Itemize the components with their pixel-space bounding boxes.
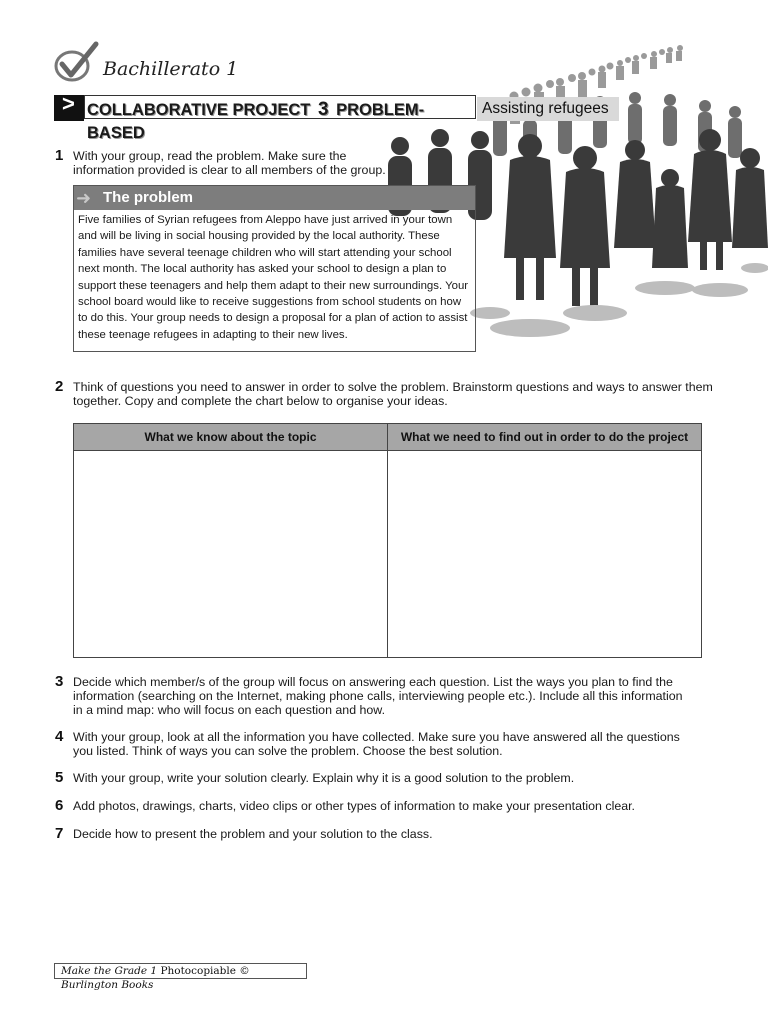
step-number: 7 — [55, 825, 64, 842]
project-title-part3: BASED — [87, 124, 145, 142]
step-text: With your group, read the problem. Make sure the information provided is clear to all members of the group. — [73, 149, 386, 177]
checkmark-logo-icon — [52, 40, 102, 82]
chart-cell-known — [74, 451, 388, 658]
project-title-part1: COLLABORATIVE PROJECT — [87, 101, 311, 119]
arrow-right-icon: ➜ — [76, 188, 92, 208]
chart-col-find-out: What we need to find out in order to do the project — [388, 424, 702, 451]
footer-copyright: Photocopiable © — [160, 965, 250, 977]
brand-name: Bachillerato 1 — [103, 58, 239, 80]
step-number: 1 — [55, 147, 64, 164]
project-title-part2: PROBLEM- — [336, 101, 425, 119]
step-text: Decide how to present the problem and your solution to the class. — [73, 827, 433, 841]
brainstorm-chart — [73, 423, 702, 658]
step-text: Think of questions you need to answer in order to solve the problem. Brainstorm questions and ways to answer them together. Copy and complete the chart below to organise your ideas. — [73, 380, 713, 408]
step-text: Decide which member/s of the group will focus on answering each question. List the ways you plan to find the information (searching on the Internet, making phone calls, interviewing people etc.). Include all this information in a mind map: who will focus on each question and how. — [73, 675, 683, 717]
footer-publisher: Burlington Books — [61, 979, 154, 991]
footer — [54, 963, 307, 991]
step-text: Add photos, drawings, charts, video clips or other types of information to make your presentation clear. — [73, 799, 636, 813]
step-text: With your group, write your solution clearly. Explain why it is a good solution to the problem. — [73, 771, 575, 785]
chevron-right-icon: > — [54, 95, 84, 121]
step-number: 4 — [55, 728, 64, 745]
problem-heading: The problem — [103, 189, 194, 206]
footer-title: Make the Grade 1 — [61, 965, 158, 977]
step-number: 6 — [55, 797, 64, 814]
chart-cell-find-out — [388, 451, 702, 658]
project-title — [87, 98, 467, 145]
problem-body: Five families of Syrian refugees from Aleppo have just arrived in your town and will be living in social housing provided by the local authority. These families have several teenage children who will start attending your school next month. The local authority has asked your school to design a plan to support these teenagers and help them adapt to their new surroundings. Your school board would like to receive suggestions from school students on how to do this. Your group needs to design a proposal for a plan of action to assist these teenage refugees in adapting to their new lives. — [78, 214, 469, 341]
project-subtitle: Assisting refugees — [477, 97, 619, 121]
step-number: 5 — [55, 769, 64, 786]
step-text: With your group, look at all the information you have collected. Make sure you have answered all the questions you listed. Think of ways you can solve the problem. Choose the best solution. — [73, 730, 680, 758]
chart-col-known: What we know about the topic — [74, 424, 388, 451]
project-number: 3 — [317, 99, 329, 120]
step-number: 2 — [55, 378, 64, 395]
step-number: 3 — [55, 673, 64, 690]
